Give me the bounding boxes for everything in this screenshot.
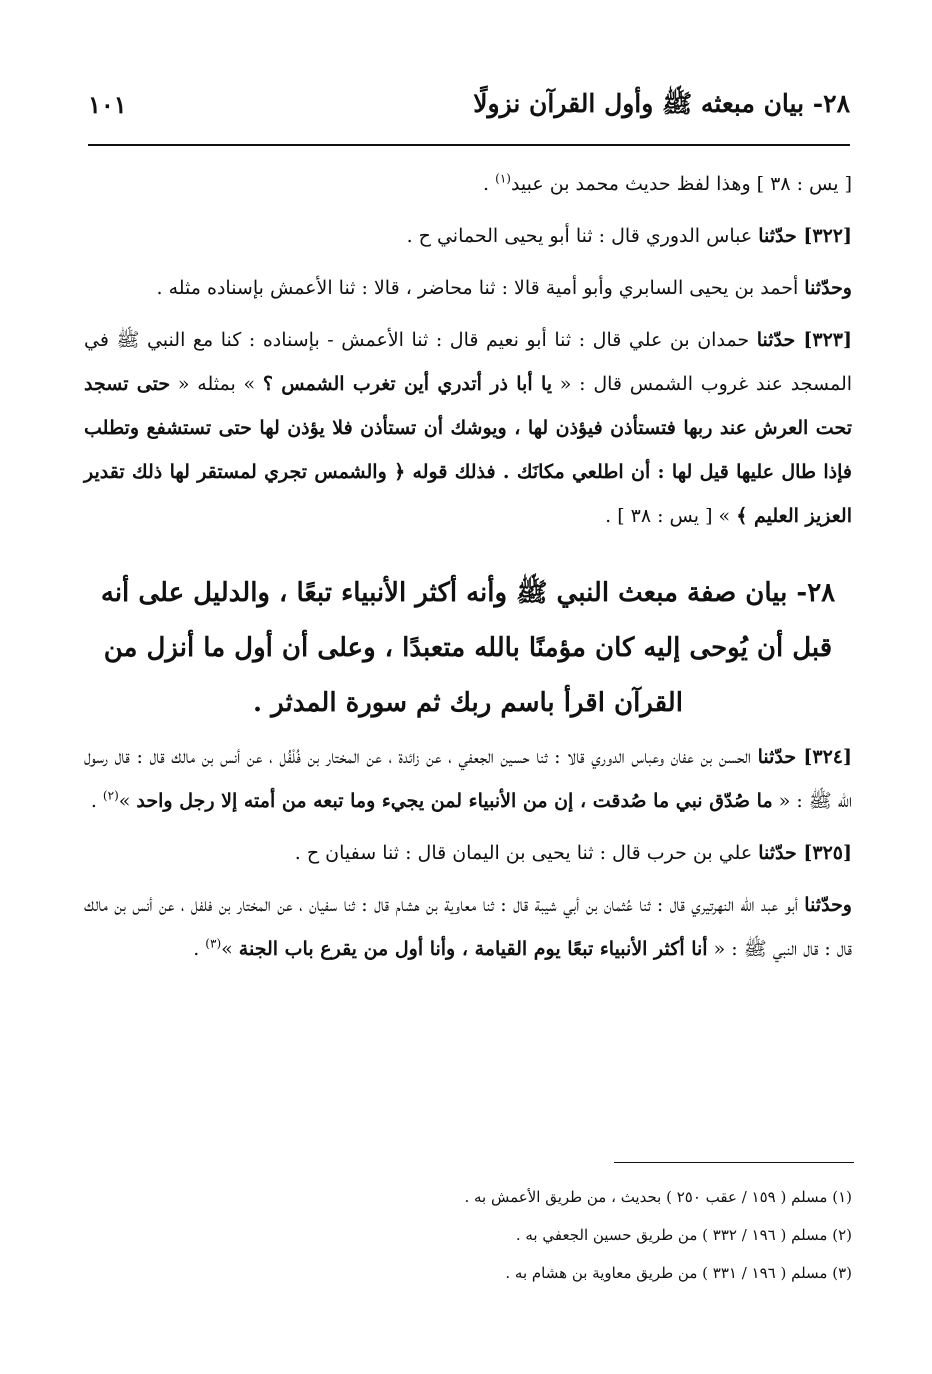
hadith-number-324: [٣٢٤]	[803, 746, 852, 768]
hadith-keyword: وحدّثنا	[804, 894, 852, 916]
header-rule	[88, 144, 850, 146]
running-header	[88, 82, 850, 132]
hadith-324	[84, 735, 852, 823]
hadith-matn: أنا أكثر الأنبياء تبعًا يوم القيامة ، وأنا أول من يقرع باب الجنة	[238, 938, 708, 960]
footnote-ref-2: (٢)	[102, 788, 119, 803]
hadith-text: » بمثله «	[170, 373, 263, 395]
hadith-text: الحسن بن عفان وعباس الدوري قالا : ثنا حسين الجعفي ، عن زائدة ، عن المختار بن فُلْفُل ، عن أنس بن مالك قال : قال رسول الله ﷺ : «	[84, 746, 852, 812]
footnote-ref-1: (١)	[495, 171, 511, 186]
hadith-keyword: حدّثنا	[756, 329, 804, 351]
hadith-keyword: حدّثنا	[758, 842, 804, 864]
header-title: ٢٨- بيان مبعثه ﷺ وأول القرآن نزولًا	[473, 89, 850, 118]
hadith-text: » [ يس : ٣٨ ] .	[605, 505, 737, 527]
hadith-322	[84, 214, 852, 258]
footnote-1: (١) مسلم ( ١٥٩ / عقب ٢٥٠ ) بحديث ، من طريق الأعمش به .	[464, 1188, 852, 1206]
chapter-heading: ٢٨- بيان صفة مبعث النبي ﷺ وأنه أكثر الأنبياء تبعًا ، والدليل على أنه قبل أن يُوحى إليه كان مؤمنًا بالله متعبدًا ، وعلى أن أول ما أنزل من القرآن اقرأ باسم ربك ثم سورة المدثر .	[100, 578, 836, 718]
hadith-text: عباس الدوري قال : ثنا أبو يحيى الحماني ح .	[406, 225, 759, 247]
continuation-text: [ يس : ٣٨ ] وهذا لفظ حديث محمد بن عبيد	[510, 173, 852, 195]
footnotes	[84, 1178, 852, 1292]
hadith-323	[84, 318, 852, 538]
hadith-keyword: حدّثنا	[758, 225, 804, 247]
hadith-number-325: [٣٢٥]	[803, 842, 852, 864]
paragraph-continuation	[84, 162, 852, 206]
hadith-322-chain	[84, 266, 852, 310]
hadith-text: أحمد بن يحيى السابري وأبو أمية قالا : ثنا محاضر ، قالا : ثنا الأعمش بإسناده مثله .	[156, 277, 805, 299]
hadith-325-chain	[84, 883, 852, 971]
hadith-matn: يا أبا ذر أتدري أين تغرب الشمس ؟	[262, 373, 553, 395]
page-number: ١٠١	[88, 90, 127, 119]
hadith-keyword: حدّثنا	[757, 746, 804, 768]
hadith-matn: ما صُدّق نبي ما صُدقت ، إن من الأنبياء لمن يجيء وما تبعه من أمته إلا رجل واحد	[136, 790, 773, 812]
hadith-text: حمدان بن علي قال : ثنا أبو نعيم قال : ثنا الأعمش - بإسناده : كنا مع النبي ﷺ في المسجد عند غروب الشمس قال : «	[84, 329, 853, 395]
footnote-rule	[614, 1162, 854, 1163]
hadith-number-322: [٣٢٢]	[803, 225, 852, 247]
continuation-tail: .	[483, 173, 496, 195]
main-text	[84, 162, 852, 971]
footnote-3: (٣) مسلم ( ١٩٦ / ٣٣١ ) من طريق معاوية بن هشام به .	[505, 1264, 852, 1282]
hadith-keyword: وحدّثنا	[804, 277, 852, 299]
footnote-2: (٢) مسلم ( ١٩٦ / ٣٣٢ ) من طريق حسين الجعفي به .	[515, 1226, 852, 1244]
footnote-ref-3: (٣)	[205, 936, 222, 951]
hadith-text: أبو عبد الله النهرتيري قال : ثنا عُثمان بن أبي شيبة قال : ثنا معاوية بن هشام قال : ثنا سفيان ، عن المختار بن فلفل ، عن أنس بن مالك قال : قال النبي ﷺ : «	[84, 894, 852, 960]
hadith-tail: .	[90, 790, 103, 812]
hadith-matn: حتى تسجد تحت العرش عند ربها فتستأذن فيؤذن لها ، ويوشك أن تستأذن فلا يؤذن لها حتى تستشفع وتطلب فإذا طال عليها قيل لها : أن اطلعي مكانَك . فذلك قوله ﴿ والشمس تجري لمستقر لها ذلك تقدير العزيز العليم ﴾	[84, 373, 852, 527]
hadith-text: »	[221, 938, 239, 960]
hadith-number-323: [٣٢٣]	[803, 329, 852, 351]
hadith-325	[84, 831, 852, 875]
hadith-text: علي بن حرب قال : ثنا يحيى بن اليمان قال : ثنا سفيان ح .	[294, 842, 759, 864]
hadith-tail: .	[193, 938, 206, 960]
hadith-text: »	[118, 790, 137, 812]
